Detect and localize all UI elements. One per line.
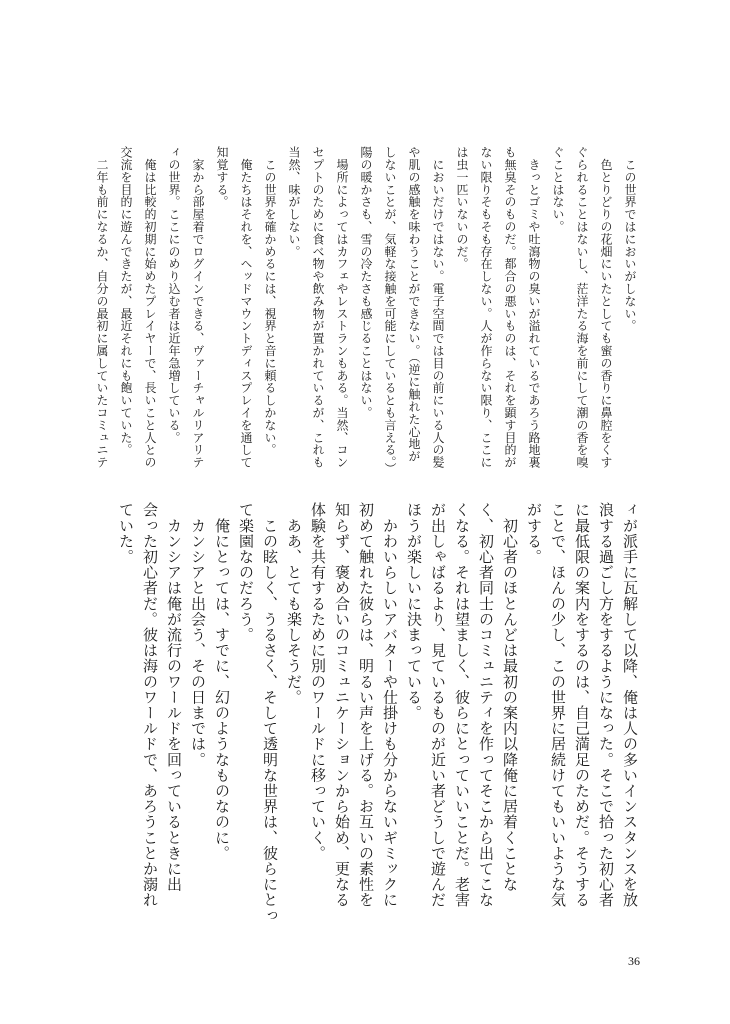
text-block-top [90,146,642,475]
text-line: も無臭そのものだ。都合の悪いものは、それを顕す目的が [503,146,517,469]
text-line: ていた。 [117,502,135,565]
text-line: 会った初心者だ。彼は海のワールドで、あろうことか溺れ [141,502,159,908]
text-line: この世界ではにおいがしない。 [623,146,637,332]
text-line: この眩しく、うるさく、そして透明な世界は、彼らにとっ [261,502,279,924]
text-line: ィが派手に瓦解して以降、俺は人の多いインスタンスを放 [621,502,639,908]
text-line: 浪する過ごし方をするようになった。そこで拾った初心者 [597,502,615,908]
text-line: においだけではない。電子空間では目の前にいる人の髪 [431,146,445,469]
text-line: 初めて触れた彼らは、明るい声を上げる。お互いの素性を [357,502,375,908]
text-line: 俺は比較的初期に始めたプレイヤーで、長いこと人との [143,146,157,469]
text-line: が出しゃばるより、見ているものが近い者どうしで遊んだ [429,502,447,908]
text-line: て楽園なのだろう。 [237,502,255,643]
page-number: 36 [628,954,640,968]
text-line: に最低限の案内をするのは、自己満足のためだ。そうする [573,502,591,908]
text-line: 家から部屋着でログインできる、ヴァーチャルリアリテ [191,146,205,469]
text-line: や肌の感触を味わうことができない。（逆に触れた心地が [407,146,421,463]
text-line: 知らず、褒め合いのコミュニケーションから始め、更なる [333,502,351,908]
text-line: 色とりどりの花畑にいたとしても蜜の香りに鼻腔をくす [599,146,613,469]
text-line: 俺たちはそれを、ヘッドマウントディスプレイを通して [239,146,253,469]
text-line: ああ、とても楽しそうだ。 [285,502,303,705]
text-line: ない限りそもそも存在しない。人が作らない限り、ここに [479,146,493,469]
text-line: セプトのために食べ物や飲み物が置かれているが、これも [311,146,325,469]
text-line: ほうが楽しいに決まっている。 [405,502,423,721]
text-line: く、初心者同士のコミュニティを作ってそこから出てこな [477,502,495,908]
text-line: かわいらしいアバターや仕掛けも分からないギミックに [381,502,399,908]
text-line: カンシアは俺が流行のワールドを回っているときに出 [165,502,183,892]
text-line: ぐられることはないし、茫洋たる海を前にして潮の香を嗅 [575,146,589,469]
text-line: 当然、味がしない。 [287,146,301,258]
text-line: ぐことはない。 [551,146,565,233]
text-line: ィの世界。ここにのめり込む者は近年急増している。 [167,146,181,444]
text-line: 体験を共有するために別のワールドに移っていく。 [309,502,327,861]
text-line: しないことが、気軽な接触を可能にしているとも言える。） [383,146,397,475]
text-line: 初心者のほとんどは最初の案内以降俺に居着くことな [501,502,519,892]
text-block-bottom [114,502,642,923]
text-line: カンシアと出会う、その日までは。 [189,502,207,768]
text-line: 交流を目的に遊んできたが、最近それにも飽いていた。 [119,146,133,456]
text-line: くなる。それは望ましく、彼らにとっていいことだ。老害 [453,502,471,908]
text-line: 場所によってはカフェやレストランもある。当然、コン [335,146,349,469]
text-line: 知覚する。 [215,146,229,208]
text-line: 二年も前になるか、自分の最初に属していたコミュニテ [95,146,109,469]
text-line: は虫一匹いないのだ。 [455,146,469,270]
text-line: 陽の暖かさも、雪の冷たさも感じることはない。 [359,146,373,419]
text-line: がする。 [525,502,543,565]
text-line: 俺にとっては、すでに、幻のようなものなのに。 [213,502,231,861]
text-line: ことで、ほんの少し、この世界に居続けてもいいような気 [549,502,567,908]
text-line: この世界を確かめるには、視界と音に頼るしかない。 [263,146,277,456]
text-line: きっとゴミや吐瀉物の臭いが溢れているであろう路地裏 [527,146,541,469]
